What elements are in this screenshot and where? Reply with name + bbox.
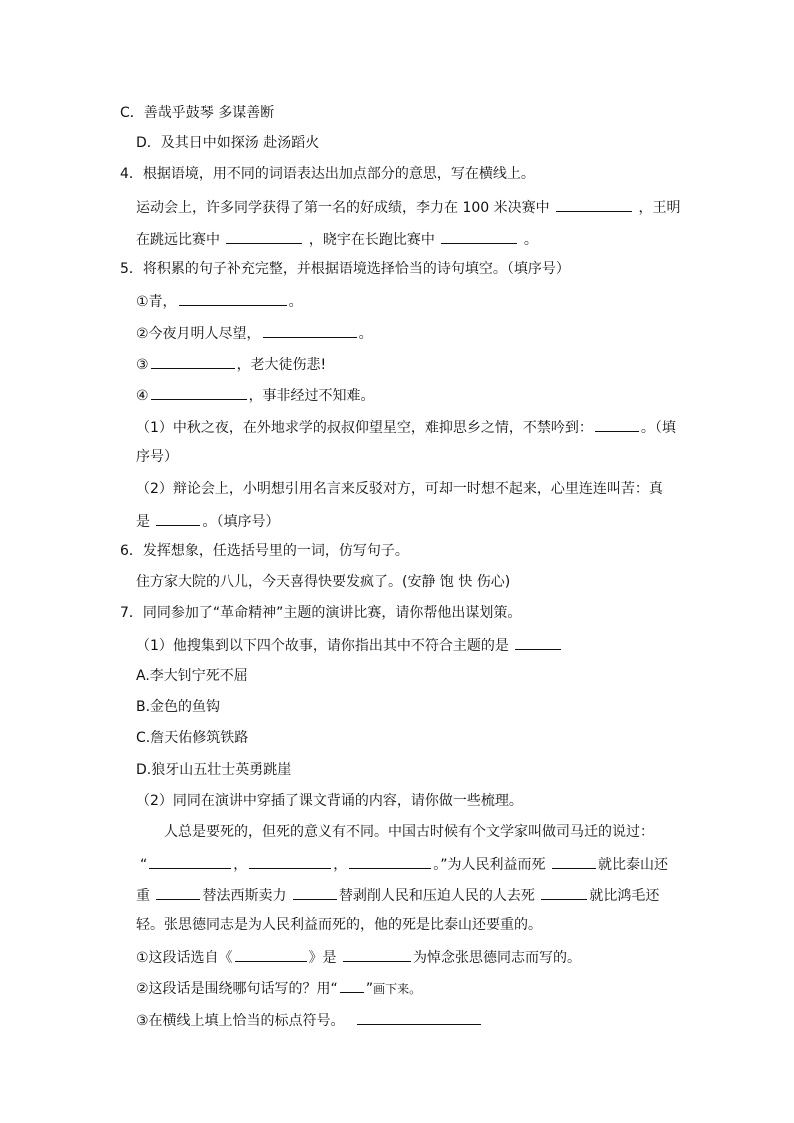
q7-blank-9[interactable] [235,946,307,962]
q7-blank-5[interactable] [552,853,596,869]
q7-passage-text-b: 就比泰山还 [597,857,668,873]
q7-passage-text-d: 替法西斯卖力 [202,888,287,904]
q7-passage-line-2 [140,853,668,875]
q7-blank-3[interactable] [249,853,331,869]
q7-passage-text-f: 就比鸿毛还 [589,888,660,904]
q5-item-2-end: 。 [358,326,373,342]
q7-part-2: （2）同同在演讲中穿插了课文背诵的内容，请你做一些梳理。 [136,793,523,809]
q5-item-2-text: ②今夜月明人尽望， [136,326,261,342]
q7-blank-7[interactable] [293,884,337,900]
q5-item-1-end: 。 [288,294,303,310]
q7-part-1-text: （1）他搜集到以下四个故事，请你指出其中不符合主题的是 [136,638,509,654]
q7-task-2-quote: ” [365,981,374,997]
q5-item-3 [136,353,326,375]
q7-blank-2[interactable] [149,853,231,869]
q7-passage-line-1: 人总是要死的，但死的意义有不同。中国古时候有个文学家叫做司马迁的说过： [164,824,654,840]
q5-blank-1[interactable] [179,290,287,306]
q7-part-1 [136,634,563,656]
q7-blank-10[interactable] [343,946,411,962]
q7-task-2-end: 画下来。 [373,982,422,996]
q7-blank-1[interactable] [515,634,561,650]
q7-blank-4[interactable] [349,853,431,869]
q5-item-3-end: ，老大徒伤悲! [236,357,327,373]
q5-item-1 [136,290,303,312]
q3-option-c: C．善哉乎鼓琴 多谋善断 [120,105,275,121]
q7-option-a: A.李大钊宁死不屈 [136,668,248,684]
q7-task-3-text: ③在横线上填上恰当的标点符号。 [136,1013,345,1029]
q5-item-4-text: ④ [136,388,149,404]
q6-stem: 6．发挥想象，任选括号里的一词，仿写句子。 [120,543,409,559]
q4-line-1 [136,196,681,218]
q4-stem: 4．根据语境，用不同的词语表达出加点部分的意思，写在横线上。 [120,166,535,182]
q7-task-3 [136,1009,483,1031]
q5-item-3-text: ③ [136,357,149,373]
q7-option-c: C.詹天佑修筑铁路 [136,730,249,746]
q3-option-d: D．及其日中如探汤 赴汤蹈火 [136,135,320,151]
q5-sub-2: （2）辩论会上，小明想引用名言来反驳对方，可却一时想不起来，心里连连叫苦：真 [136,481,663,497]
q5-sub-1-text: （1）中秋之夜，在外地求学的叔叔仰望星空，难抑思乡之情，不禁吟到： [136,420,593,436]
q5-sub-1-end: 。（填 [640,420,676,436]
q5-sub-1-cont: 序号） [136,449,178,465]
q7-blank-6[interactable] [156,884,200,900]
q5-blank-4[interactable] [151,384,247,400]
q5-item-4-end: ，事非经过不知难。 [248,388,375,404]
q5-sub-2-cont [136,510,279,532]
q7-quote-open: “ [140,857,148,873]
q5-blank-2[interactable] [263,322,357,338]
q7-task-2-text: ②这段话是围绕哪句话写的？用“ [136,981,338,997]
q4-line-2-text-b: ，晓宇在长跑比赛中 [308,232,435,248]
q5-blank-3[interactable] [151,353,235,369]
q7-stem: 7．同同参加了“革命精神”主题的演讲比赛，请你帮他出谋划策。 [120,605,522,621]
q7-passage-text-e: 替剥削人民和压迫人民的人去死 [338,888,535,904]
q7-task-2 [136,977,421,999]
q5-item-1-text: ①青， [136,294,177,310]
q5-sub-2-end: 。（填序号） [202,514,280,530]
q7-blank-8[interactable] [541,884,587,900]
q7-passage-line-4: 轻。张思德同志是为人民利益而死的，他的死是比泰山还要重的。 [136,917,542,933]
q7-task-1-end: 为悼念张思德同志而写的。 [413,950,582,966]
q7-option-b: B.金色的鱼钩 [136,699,221,715]
q4-blank-3[interactable] [441,228,517,244]
q7-task-1-mid: 》是 [308,950,337,966]
q7-passage-text-c: 重 [136,888,150,904]
q5-sub-2-text: 是 [136,514,150,530]
q5-item-4 [136,384,375,406]
q4-line-2-text-c: 。 [523,232,538,248]
q7-passage-text-a: 。”为人民利益而死 [433,857,546,873]
q5-sub-1 [136,416,676,438]
q4-blank-1[interactable] [556,196,632,212]
q4-line-2 [136,228,538,250]
q7-blank-11[interactable] [357,1009,481,1025]
q7-task-1 [136,946,581,968]
q6-sentence: 住方家大院的八儿，今天喜得快要发疯了。(安静 饱 快 伤心) [136,574,511,590]
q5-blank-6[interactable] [156,510,200,526]
q4-line-1-text-a: 运动会上，许多同学获得了第一名的好成绩，李力在 100 米决赛中 [136,200,550,216]
q7-comma-1: ， [233,857,248,873]
q4-line-2-text-a: 在跳远比赛中 [136,232,220,248]
q7-task-1-text: ①这段话选自《 [136,950,233,966]
q4-blank-2[interactable] [226,228,302,244]
q5-blank-5[interactable] [595,416,639,432]
q7-underline-sample [340,977,364,993]
q5-stem: 5．将积累的句子补充完整，并根据语境选择恰当的诗句填空。（填序号） [120,261,570,277]
q7-comma-2: ， [333,857,348,873]
q7-option-d: D.狼牙山五壮士英勇跳崖 [136,762,292,778]
q7-passage-line-3 [136,884,659,906]
q4-line-1-text-b: ，王明 [638,200,681,216]
q5-item-2 [136,322,373,344]
